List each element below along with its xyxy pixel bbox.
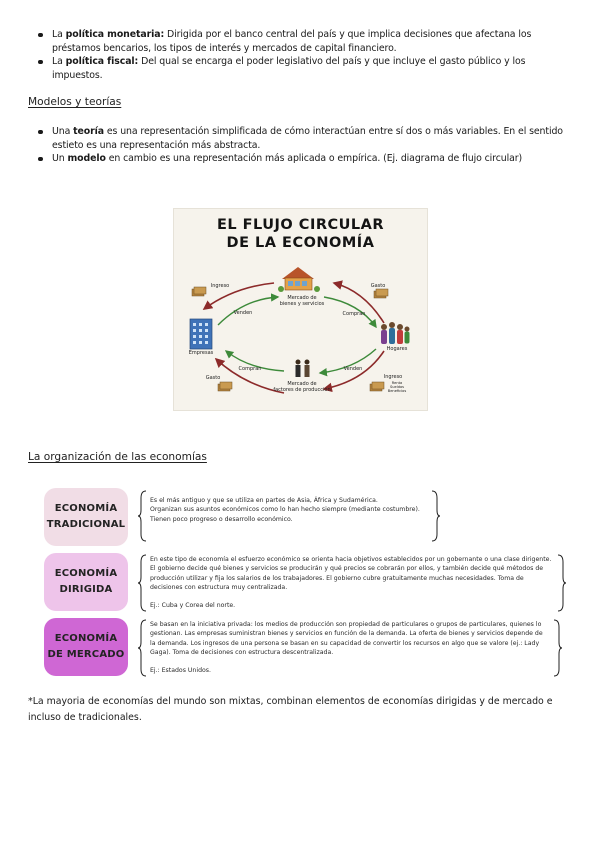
label-income-breakdown: Renta Sueldos Beneficios (387, 381, 407, 394)
bullet-theory: Una teoría es una representación simplificada de cómo interactúan entre sí dos o más variables. En el sentido estieto es una representación más abstracta. (38, 125, 568, 152)
models-heading: Modelos y teorías (28, 96, 122, 108)
economy-market-badge: ECONOMÍA DE MERCADO (44, 618, 128, 676)
economy-directed-badge: ECONOMÍA DIRIGIDA (44, 553, 128, 611)
label-spending-bottom: Gasto (205, 375, 221, 381)
company-building-icon (190, 319, 212, 349)
label-income-top: Ingreso (210, 283, 230, 289)
factor-market-people-icon (296, 360, 310, 378)
economy-market-row (44, 618, 569, 680)
organization-heading: La organización de las economías (28, 451, 207, 463)
economy-traditional-description: Es el más antiguo y que se utiliza en partes de Asia, África y Sudamérica. Organizan sus asuntos económicos como lo han hecho siempre (mediante costumbre). Tienen poco progreso o desarrollo económico. (150, 497, 420, 523)
label-sell-left: Venden (233, 310, 253, 316)
diagram-title-line2: DE LA ECONOMÍA (226, 235, 375, 251)
bullet-fiscal-policy: La política fiscal: Del qual se encarga el poder legislativo del país y que incluye el gasto público y los impuestos. (38, 55, 568, 82)
circular-flow-diagram (173, 208, 428, 411)
policy-bullet-list (38, 28, 568, 82)
label-goods-market: Mercado de bienes y servicios (279, 295, 325, 307)
money-stack-icon-2 (374, 289, 388, 298)
economy-directed-row (44, 553, 569, 615)
economy-traditional-badge: ECONOMÍA TRADICIONAL (44, 488, 128, 546)
mixed-economies-footnote: *La mayoria de economías del mundo son mixtas, combinan elementos de economías dirigidas y de mercado e incluso de tradicionales. (28, 696, 553, 723)
bullet-monetary-policy: La política monetaria: Dirigida por el banco central del país y que implica decisiones que afectana los préstamos bencarios, los tipos de interés y mercados de capital financiero. (38, 28, 568, 55)
label-households: Hogares (386, 346, 408, 352)
label-spending-top: Gasto (370, 283, 386, 289)
left-brace-icon (138, 619, 148, 677)
left-brace-icon (138, 490, 148, 542)
economy-traditional-row (44, 488, 569, 548)
left-brace-icon (138, 554, 148, 612)
right-brace-icon (552, 619, 562, 677)
right-brace-icon (556, 554, 566, 612)
label-buy-bottom: Compran (238, 366, 262, 372)
label-companies: Empresas (188, 350, 214, 356)
money-stack-icon-4 (370, 382, 384, 391)
households-people-icon (381, 322, 410, 344)
economy-directed-description: En este tipo de economía el esfuerzo económico se orienta hacia objetivos establecidos por un gobernante o una clase dirigente. El gobierno decide qué bienes y servicios se producirán y qué precios se cobrarán por ellos, y también decide qué métodos de producción utilizar y fija los salarios de los trabajadores. El gobierno cubre gratuitamente muchas necesidades. Toma de decisiones con estructura muy centralizada. Ej.: Cuba y Corea del norte. (150, 556, 552, 610)
label-sell-bottom: Venden (343, 366, 363, 372)
label-income-bottom: Ingreso (383, 374, 403, 380)
label-buy-right: Compran (342, 311, 366, 317)
diagram-title-line1: EL FLUJO CIRCULAR (216, 217, 385, 233)
models-bullet-list (38, 125, 568, 166)
economy-market-description: Se basan en la iniciativa privada: los medios de producción son propiedad de particulares o grupos de particulares, quienes lo gestionan. Las empresas suministran bienes y servicios en función de la demanda. La oferta de bienes y servicios depende de la demanda. Los ingresos de una persona se basan en su capacidad de convertir los recursos en algo que se valore (ej.: Lady Gaga). Toma de decisiones con estructura descentralizada. Ej.: Estados Unidos. (150, 621, 543, 675)
market-building-icon (278, 267, 320, 292)
bullet-model: Un modelo en cambio es una representación más aplicada o empírica. (Ej. diagrama de flujo circular) (38, 152, 568, 166)
right-brace-icon (430, 490, 440, 542)
label-factor-market: Mercado de factores de producción (273, 381, 331, 393)
money-stack-icon-1 (192, 287, 206, 296)
money-stack-icon-3 (218, 382, 232, 391)
